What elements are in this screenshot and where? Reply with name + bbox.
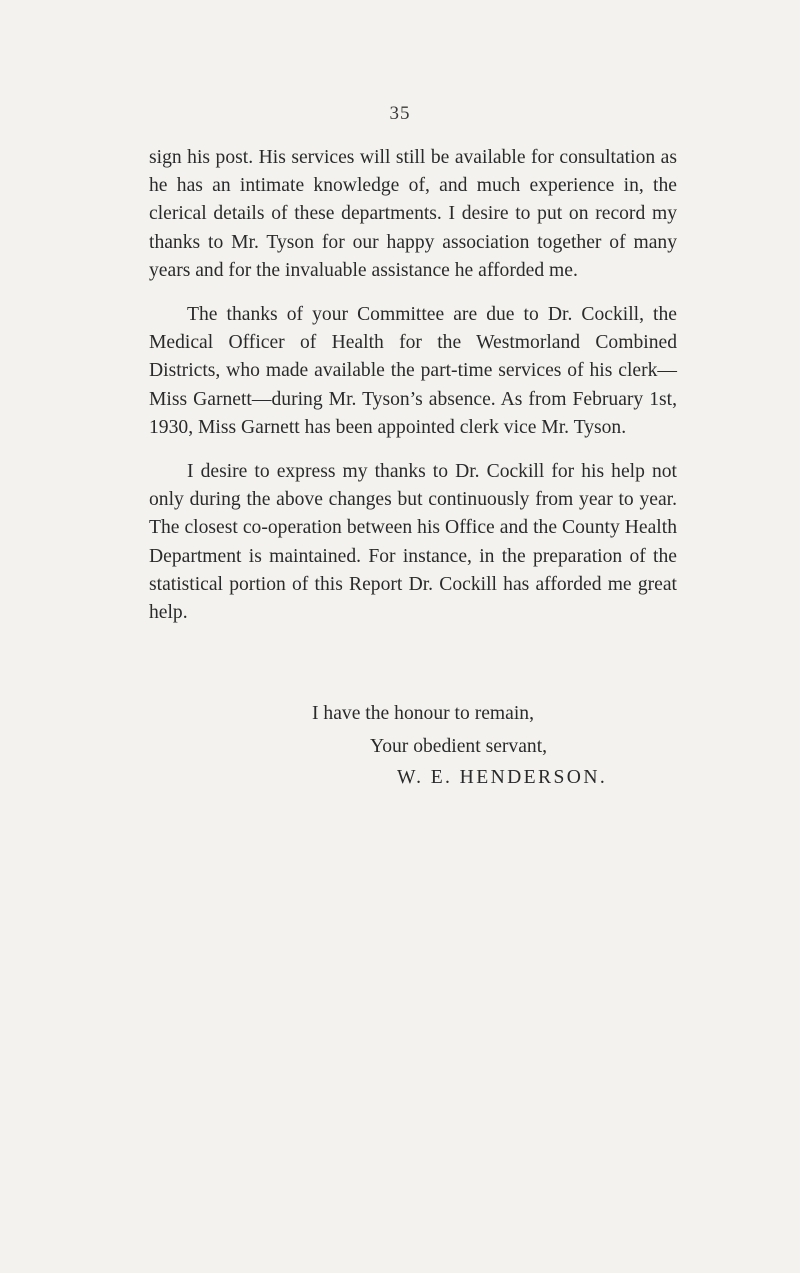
page-number: 35 — [389, 103, 411, 124]
letter-body — [149, 144, 677, 643]
paragraph-committee-thanks: The thanks of your Committee are due to Dr. Cockill, the Medical Officer of Health for the Westmorland Combined Districts, who made available the part-time services of his clerk—Miss Garnett—during Mr. Tyson’s absence. As from February 1st, 1930, Miss Garnett has been appointed clerk vice Mr. Tyson. — [149, 304, 677, 438]
closing-servant-text: Your obedient servant, — [370, 736, 548, 757]
paragraph-continuation: sign his post. His services will still be available for consultation as he has an intimate knowledge of, and much experience in, the clerical details of these departments. I desire to put on record my thanks to Mr. Tyson for our happy association together of many years and for the invaluable assistance he afforded me. — [149, 147, 677, 281]
closing-honour-text: I have the honour to remain, — [312, 703, 534, 724]
signature-name: W. E. HENDERSON. — [397, 767, 608, 788]
paragraph-cockill-thanks: I desire to express my thanks to Dr. Cockill for his help not only during the above changes but continuously from year to year. The closest co-operation between his Office and the County Health Department is maintained. For instance, in the preparation of the statistical portion of this Report Dr. Cockill has afforded me great help. — [149, 461, 677, 624]
